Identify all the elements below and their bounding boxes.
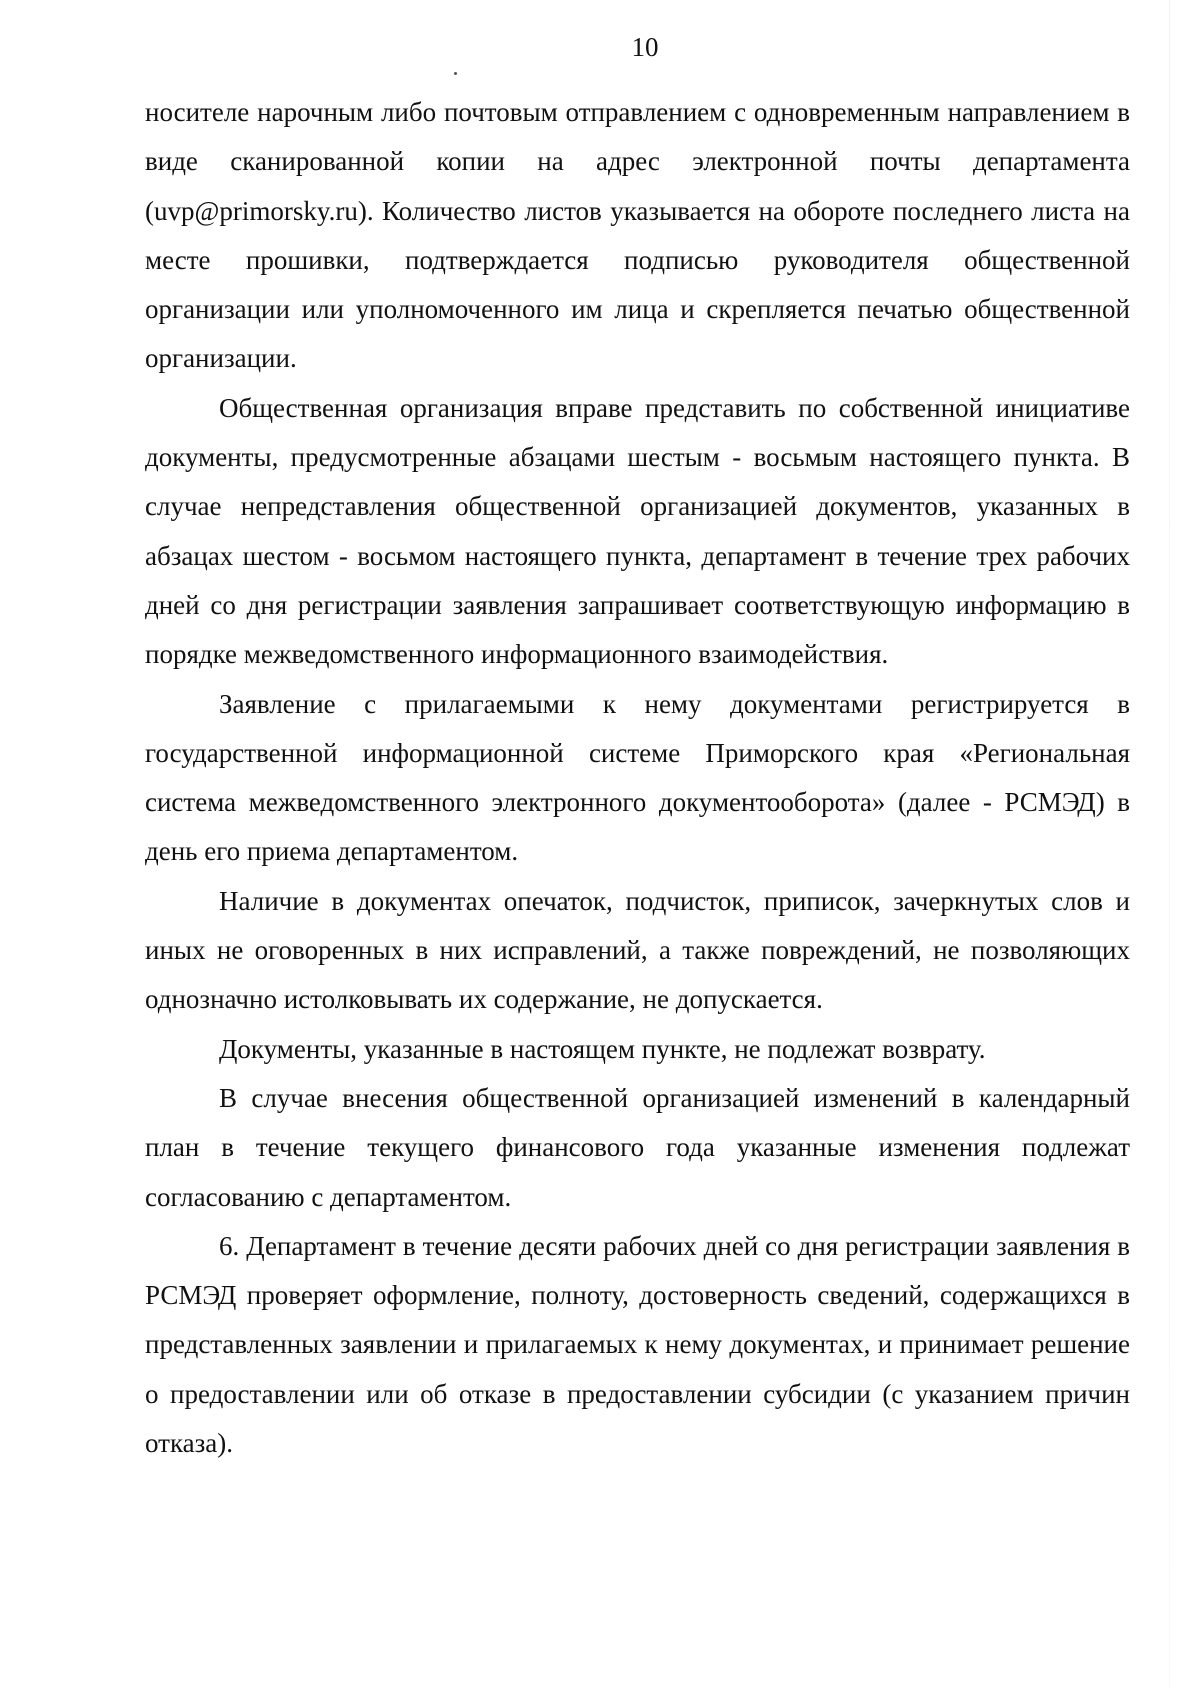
- page-number: 10: [631, 32, 659, 62]
- paragraph-no-return: Документы, указанные в настоящем пункте, не подлежат возврату.: [219, 1033, 986, 1064]
- paragraph-item-6-review: 6. Департамент в течение десяти рабочих дней со дня регистрации заявления в РСМЭД проверяет оформление, полноту, достоверность сведений, содержащихся в представленных заявлении и прилагаемых к нему документах, и принимает решение о предоставлении или об отказе в предоставлении субсидии (с указанием причин отказа).: [145, 1230, 1130, 1459]
- document-body: [145, 88, 1130, 1468]
- paragraph-continuation: носителе нарочным либо почтовым отправлением с одновременным направлением в виде сканированной копии на адрес электронной почты департамента (uvp@primorsky.ru). Количество листов указывается на обороте последнего листа на месте прошивки, подтверждается подписью руководителя общественной организации или уполномоченного им лица и скрепляется печатью общественной организации.: [145, 97, 1130, 374]
- paragraph-own-initiative-documents: Общественная организация вправе представить по собственной инициативе документы, предусмотренные абзацами шестым - восьмым настоящего пункта. В случае непредставления общественной организацией документов, указанных в абзацах шестом - восьмом настоящего пункта, департамент в течение трех рабочих дней со дня регистрации заявления запрашивает соответствующую информацию в порядке межведомственного информационного взаимодействия.: [145, 392, 1130, 670]
- scan-dot-mark: [454, 72, 457, 75]
- scan-margin-line: [1169, 0, 1170, 1688]
- paragraph-corrections-not-allowed: Наличие в документах опечаток, подчисток, приписок, зачеркнутых слов и иных не оговоренных в них исправлений, а также повреждений, не позволяющих однозначно истолковывать их содержание, не допускается.: [145, 885, 1130, 1015]
- paragraph-calendar-plan-changes: В случае внесения общественной организацией изменений в календарный план в течение текущего финансового года указанные изменения подлежат согласованию с департаментом.: [145, 1082, 1130, 1212]
- paragraph-registration-rsmed: Заявление с прилагаемыми к нему документами регистрируется в государственной информационной системе Приморского края «Региональная система межведомственного электронного документооборота» (далее - РСМЭД) в день его приема департаментом.: [145, 688, 1130, 867]
